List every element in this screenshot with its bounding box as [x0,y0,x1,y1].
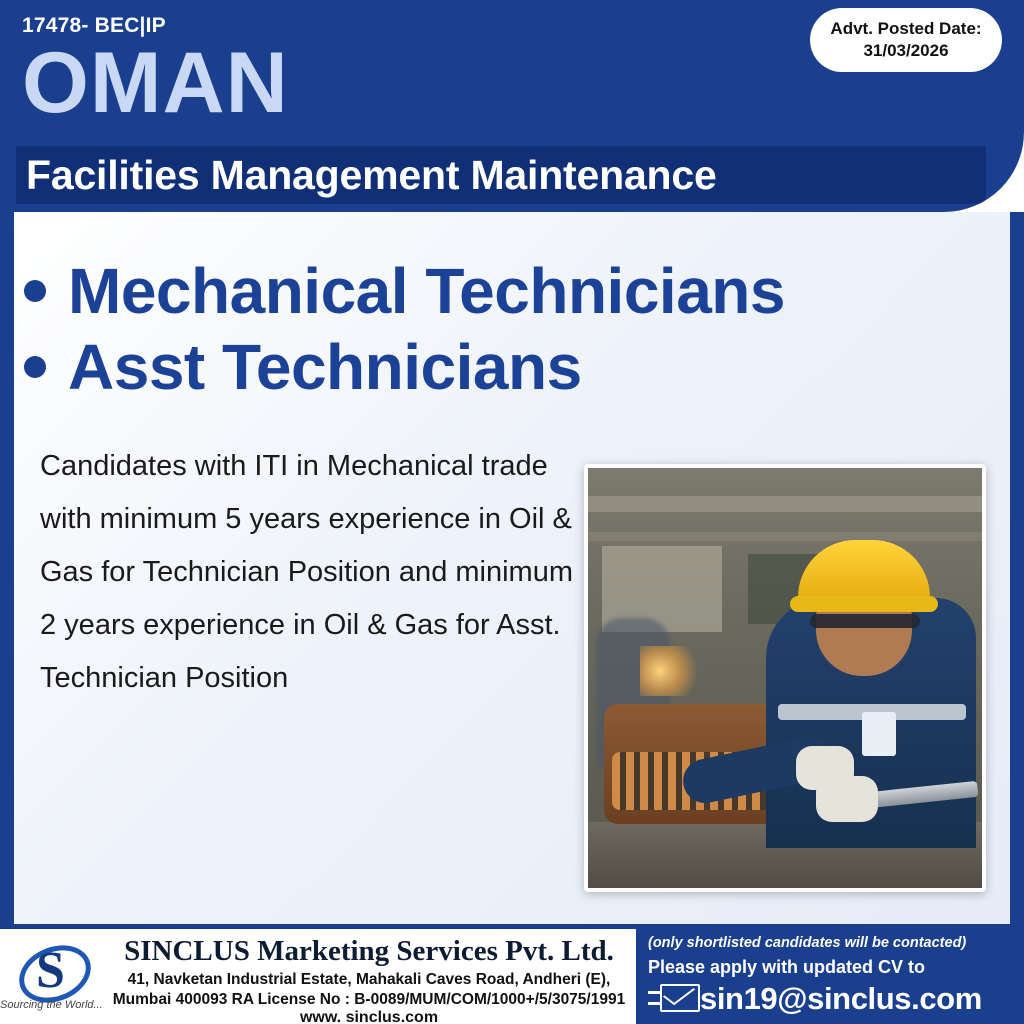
photo-safety-glasses-icon [810,614,920,628]
positions-list [24,254,1004,406]
photo-welding-sparks [640,646,706,696]
position-title: Asst Technicians [68,331,582,403]
list-item [24,330,1004,404]
country-title: OMAN [22,35,289,131]
posted-date-label: Advt. Posted Date: [830,19,982,38]
list-item [24,254,1004,328]
photo-ceiling-beam [588,496,982,512]
company-address-line-1: 41, Navketan Industrial Estate, Mahakali Caves Road, Andheri (E), [127,971,611,988]
technician-photo [584,464,986,892]
bullet-dot-icon [24,280,46,302]
posted-date-badge [810,8,1002,72]
envelope-speed-line [648,1002,660,1005]
photo-work-glove-secondary [816,776,878,822]
poster-header [0,0,1024,212]
footer-company-block [0,929,636,1024]
apply-instruction: Please apply with updated CV to [648,957,926,977]
poster-body [0,212,1024,924]
job-category-label: Facilities Management Maintenance [26,151,717,198]
position-title: Mechanical Technicians [68,255,785,327]
envelope-icon [648,982,700,1016]
eligibility-description: Candidates with ITI in Mechanical trade with minimum 5 years experience in Oil & Gas for Technician Position and minimum 2 years experience in Oil & Gas for Asst. Technician Position [40,450,573,694]
company-name: SINCLUS Marketing Services Pvt. Ltd. [124,935,614,967]
company-website[interactable]: www. sinclus.com [299,1009,439,1024]
job-category-band [16,146,986,204]
posted-date-value: 31/03/2026 [863,41,949,60]
photo-ceiling-beam-secondary [588,532,982,541]
photo-id-badge [862,712,896,756]
photo-helmet-brim [790,596,938,612]
logo-letter: S [36,942,65,999]
shortlist-note: (only shortlisted candidates will be contacted) [648,935,967,951]
apply-email-row[interactable] [648,981,982,1017]
envelope-speed-line [648,991,660,994]
bullet-dot-icon [24,356,46,378]
company-address-line-2: Mumbai 400093 RA License No : B-0089/MUM/COM/1000+/5/3075/1991 [112,991,626,1008]
poster-footer [0,924,1024,1024]
apply-email-address[interactable]: sin19@sinclus.com [700,981,982,1016]
footer-apply-block [636,929,1024,1024]
reference-code: 17478- BEC|IP [22,14,166,37]
logo-tagline: Sourcing the World... [0,999,103,1011]
